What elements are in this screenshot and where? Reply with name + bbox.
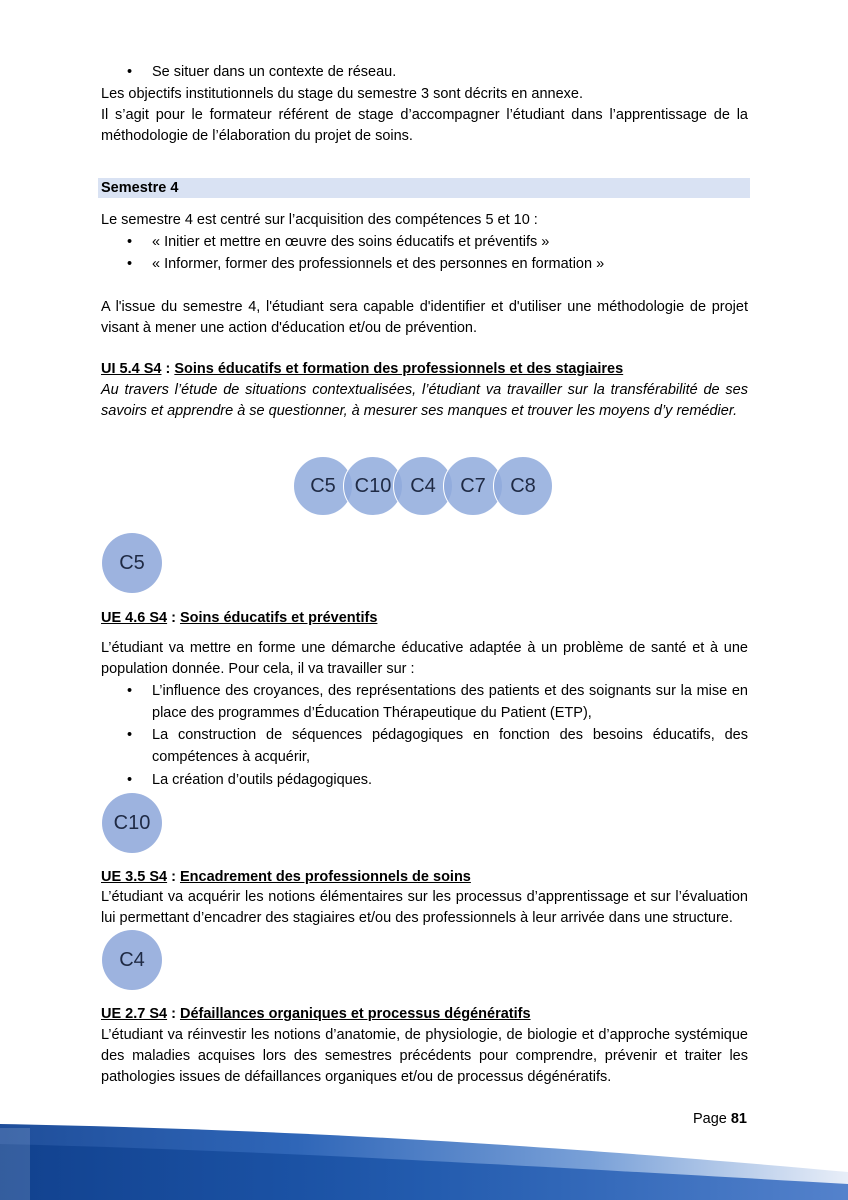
- competence-badge: C10: [102, 793, 162, 853]
- ue46-heading: UE 4.6 S4 : Soins éducatifs et préventifs: [101, 610, 378, 626]
- bullet-icon: •: [127, 234, 133, 250]
- list-item: • La construction de séquences pédagogiques en fonction des besoins éducatifs, des compétences à acquérir,: [127, 727, 748, 765]
- section-header: Semestre 4: [98, 178, 750, 198]
- competence-circle: C5: [293, 456, 353, 516]
- competence-badge: C4: [102, 930, 162, 990]
- competence-item: • « Initier et mettre en œuvre des soins éducatifs et préventifs »: [101, 232, 748, 254]
- bullet-icon: •: [127, 256, 133, 272]
- competence-circle: C4: [393, 456, 453, 516]
- ui54-heading: UI 5.4 S4 : Soins éducatifs et formation des professionnels et des stagiaires: [101, 361, 624, 377]
- competence-circle: C10: [343, 456, 403, 516]
- ue35-description: L’étudiant va acquérir les notions élémentaires sur les processus d’apprentissage et sur l’évaluation lui permettant d’encadrer des stagiaires et/ou des professionnels à leur arrivée dans une structure.: [101, 889, 748, 926]
- footer-wave: [0, 1124, 848, 1200]
- bullet-icon: •: [127, 727, 133, 743]
- ue46-description: L’étudiant va mettre en forme une démarche éducative adaptée à un problème de santé et à une population donnée. Pour cela, il va travailler sur :: [101, 640, 748, 677]
- list-item: • La création d’outils pédagogiques.: [101, 770, 748, 792]
- intro-objectives: Les objectifs institutionnels du stage du semestre 3 sont décrits en annexe.: [101, 86, 584, 102]
- intro-tutor: Il s’agit pour le formateur référent de stage d’accompagner l’étudiant dans l’apprentissage de la méthodologie de l’élaboration du projet de soins.: [101, 107, 748, 144]
- competence-circle: C8: [493, 456, 553, 516]
- section-outcome: A l'issue du semestre 4, l'étudiant sera capable d'identifier et d'utiliser une méthodologie de projet visant à mener une action d'éducation et/ou de prévention.: [101, 299, 748, 336]
- ue35-heading: UE 3.5 S4 : Encadrement des professionnels de soins: [101, 869, 471, 885]
- competence-badge: C5: [102, 533, 162, 593]
- ue27-heading: UE 2.7 S4 : Défaillances organiques et processus dégénératifs: [101, 1006, 531, 1022]
- competence-circle: C7: [443, 456, 503, 516]
- bullet-icon: •: [127, 64, 133, 80]
- intro-bullet: • Se situer dans un contexte de réseau.: [101, 62, 748, 84]
- list-item: • L’influence des croyances, des représentations des patients et des soignants sur la mise en place des programmes d’Éducation Thérapeutique du Patient (ETP),: [127, 683, 748, 721]
- competence-item: • « Informer, former des professionnels et des personnes en formation »: [101, 254, 748, 276]
- section-intro: Le semestre 4 est centré sur l’acquisition des compétences 5 et 10 :: [101, 212, 538, 228]
- bullet-icon: •: [127, 772, 133, 788]
- ui54-description: Au travers l’étude de situations contextualisées, l’étudiant va travailler sur la transférabilité de ses savoirs et apprendre à se questionner, à mesurer ses manques et trouver les moyens d’y remédier.: [101, 382, 748, 419]
- bullet-icon: •: [127, 683, 133, 699]
- page-number: Page 81: [692, 1111, 747, 1127]
- ue27-description: L’étudiant va réinvestir les notions d’anatomie, de physiologie, de biologie et d’approche systémique des maladies acquises lors des semestres précédents pour comprendre, prévenir et traiter les pathologies issues de défaillances organiques et/ou de processus dégénératifs.: [101, 1027, 748, 1085]
